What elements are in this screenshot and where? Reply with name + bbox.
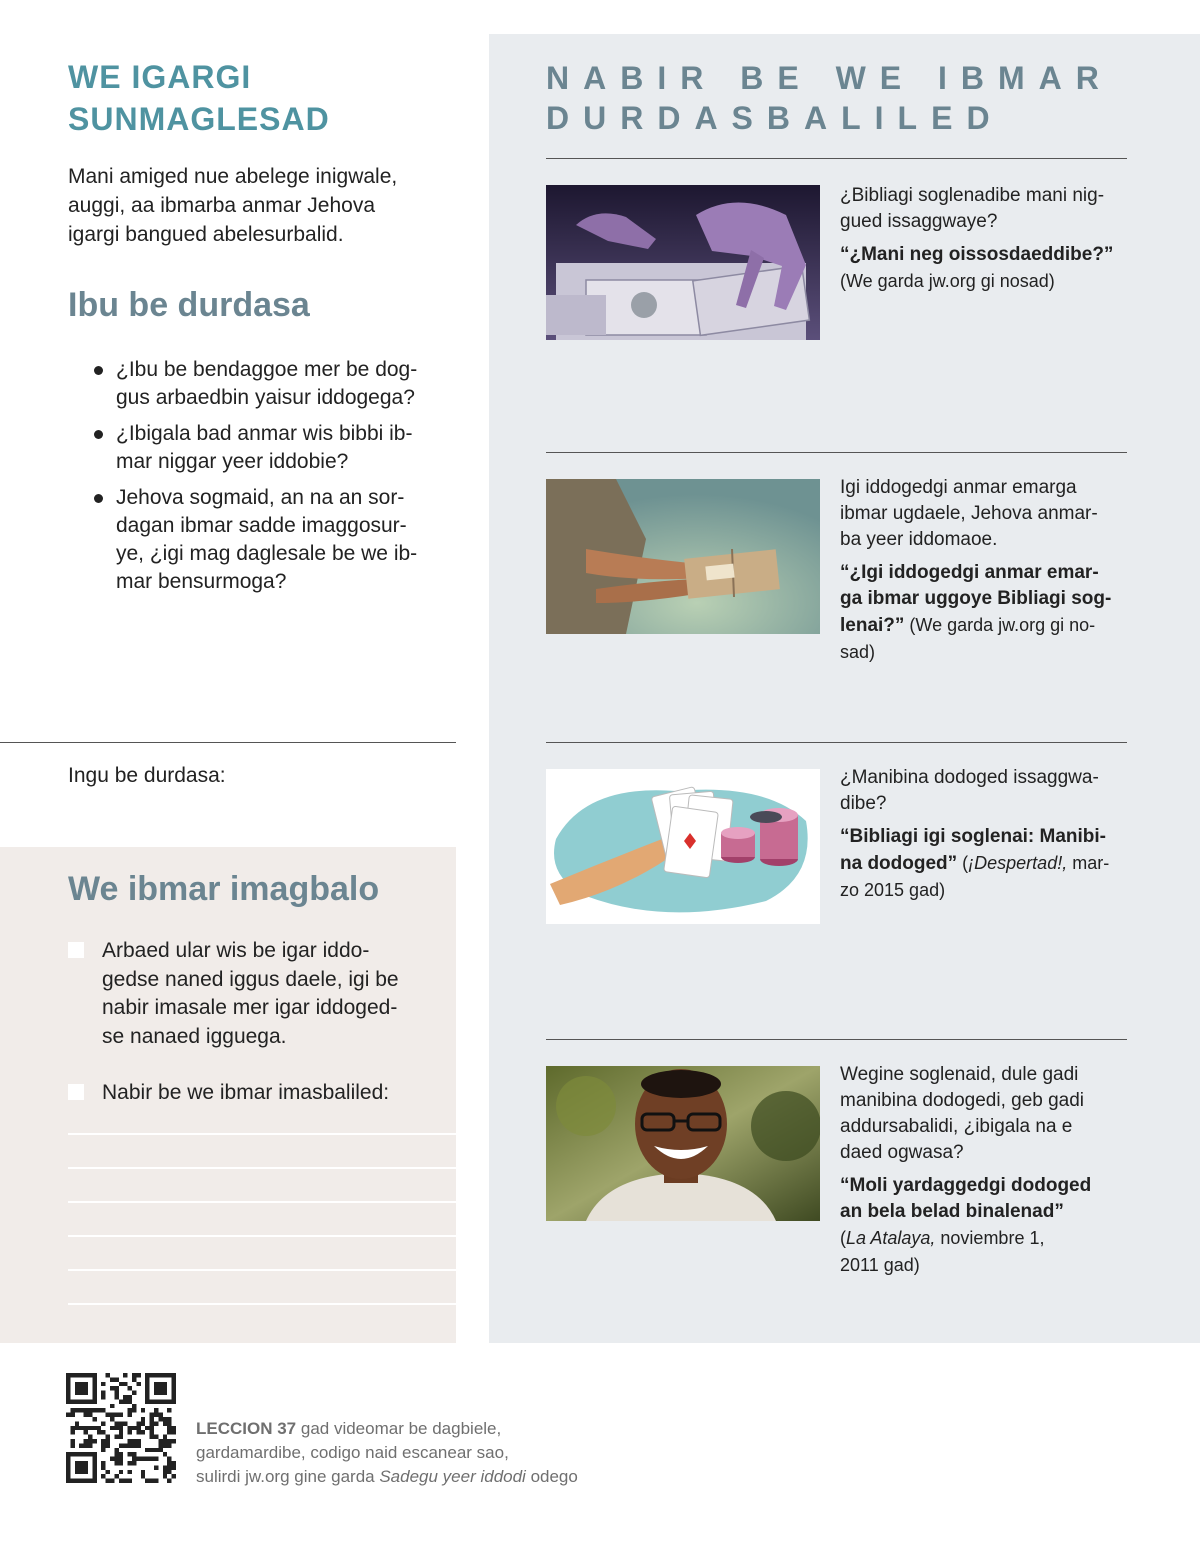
footer-text-part: gad videomar be dagbiele, gardamardibe, codigo naid escanear sao, sulirdi jw.org gine garda — [196, 1419, 509, 1486]
review-title: Ibu be durdasa — [68, 286, 310, 324]
explore-item — [840, 183, 1130, 295]
explore-question: ¿Manibina dodoged issaggwa- dibe? — [840, 767, 1099, 814]
section-divider — [546, 742, 1127, 743]
reference-title[interactable]: “¿Mani neg oissosdaeddibe?” — [840, 244, 1114, 265]
goal-item — [68, 937, 448, 1051]
reference-source: (We garda jw.org gi no- sad) — [840, 615, 1096, 662]
explore-item — [840, 475, 1130, 666]
review-question-text: Jehova sogmaid, an na an sor- dagan ibmar sadde imaggosur- ye, ¿igi mag daglesale be we ib- mar bensurmoga? — [116, 486, 418, 593]
review-question — [92, 484, 452, 596]
review-question-text: ¿Ibigala bad anmar wis bibbi ib- mar niggar yeer iddobie? — [116, 422, 413, 473]
explore-reference[interactable] — [840, 1173, 1130, 1279]
reference-title[interactable]: “¿Igi iddogedgi anmar emar- ga ibmar uggoye Bibliagi sog- lenai?” — [840, 562, 1112, 636]
goal-item — [68, 1079, 448, 1108]
smiling-man-image — [546, 1066, 820, 1221]
section-divider — [0, 742, 456, 743]
explore-item — [840, 1062, 1130, 1279]
write-line[interactable] — [68, 1235, 456, 1237]
reference-source-open: ( — [840, 1228, 846, 1248]
explore-item — [840, 765, 1130, 904]
summary-title: WE IGARGI SUNMAGLESAD — [68, 59, 330, 137]
explore-reference[interactable] — [840, 242, 1130, 295]
explore-title: NABIR BE WE IBMAR DURDASBALILED — [546, 60, 1113, 136]
checkbox-icon[interactable] — [68, 942, 84, 958]
answer-label: Ingu be durdasa: — [68, 764, 226, 787]
summary-text: Mani amiged nue abelege inigwale, auggi, aa ibmarba anmar Jehova igargi bangued abelesurbalid. — [68, 165, 398, 246]
money-hands-image — [546, 185, 820, 340]
checkbox-icon[interactable] — [68, 1084, 84, 1100]
explore-reference[interactable] — [840, 824, 1130, 904]
qr-code-icon[interactable] — [66, 1373, 176, 1483]
explore-question: Wegine soglenaid, dule gadi manibina dodogedi, geb gadi addursabalidi, ¿ibigala na e daed ogwasa? — [840, 1064, 1085, 1163]
write-line[interactable] — [68, 1167, 456, 1169]
review-questions-list — [92, 356, 452, 604]
footer-text — [196, 1417, 656, 1489]
explore-reference[interactable] — [840, 560, 1130, 666]
reference-source-date: mar- zo 2015 gad) — [840, 853, 1110, 900]
bullet-icon — [94, 366, 103, 375]
explore-question: ¿Bibliagi soglenadibe mani nig- gued issaggwaye? — [840, 185, 1105, 232]
footer-link-title[interactable]: Sadegu yeer iddodi — [379, 1467, 526, 1486]
review-question — [92, 420, 452, 476]
bullet-icon — [94, 494, 103, 503]
section-divider — [546, 158, 1127, 159]
reference-source-open: ( — [957, 853, 969, 873]
write-line[interactable] — [68, 1133, 456, 1135]
reference-source: (We garda jw.org gi nosad) — [840, 271, 1055, 291]
reference-title[interactable]: “Moli yardaggedgi dodoged an bela belad binalenad” — [840, 1175, 1092, 1222]
section-divider — [546, 452, 1127, 453]
bullet-icon — [94, 430, 103, 439]
section-divider — [546, 1039, 1127, 1040]
reference-title[interactable]: “Bibliagi igi soglenai: Manibi- na dodoged” — [840, 826, 1107, 874]
goal-item-text: Arbaed ular wis be igar iddo- gedse naned iggus daele, igi be nabir imasale mer igar iddoged- se nanaed igguega. — [102, 939, 399, 1048]
goal-item-text: Nabir be we ibmar imasbaliled: — [102, 1081, 390, 1104]
explore-question: Igi iddogedgi anmar emarga ibmar ugdaele, Jehova anmar- ba yeer iddomaoe. — [840, 477, 1098, 550]
review-question — [92, 356, 452, 412]
reference-publication: ¡Despertad!, — [968, 853, 1068, 873]
lesson-label: LECCION 37 — [196, 1419, 297, 1438]
cards-chips-image — [546, 769, 820, 924]
reference-publication: La Atalaya, — [846, 1228, 936, 1248]
goal-title: We ibmar imagbalo — [68, 870, 380, 908]
review-question-text: ¿Ibu be bendaggoe mer be dog- gus arbaedbin yaisur iddogega? — [116, 358, 418, 409]
write-line[interactable] — [68, 1201, 456, 1203]
reference-source-date: noviembre 1, 2011 gad) — [840, 1228, 1045, 1275]
write-line[interactable] — [68, 1269, 456, 1271]
write-line[interactable] — [68, 1303, 456, 1305]
package-hands-image — [546, 479, 820, 634]
footer-text-part: odego — [525, 1467, 578, 1486]
